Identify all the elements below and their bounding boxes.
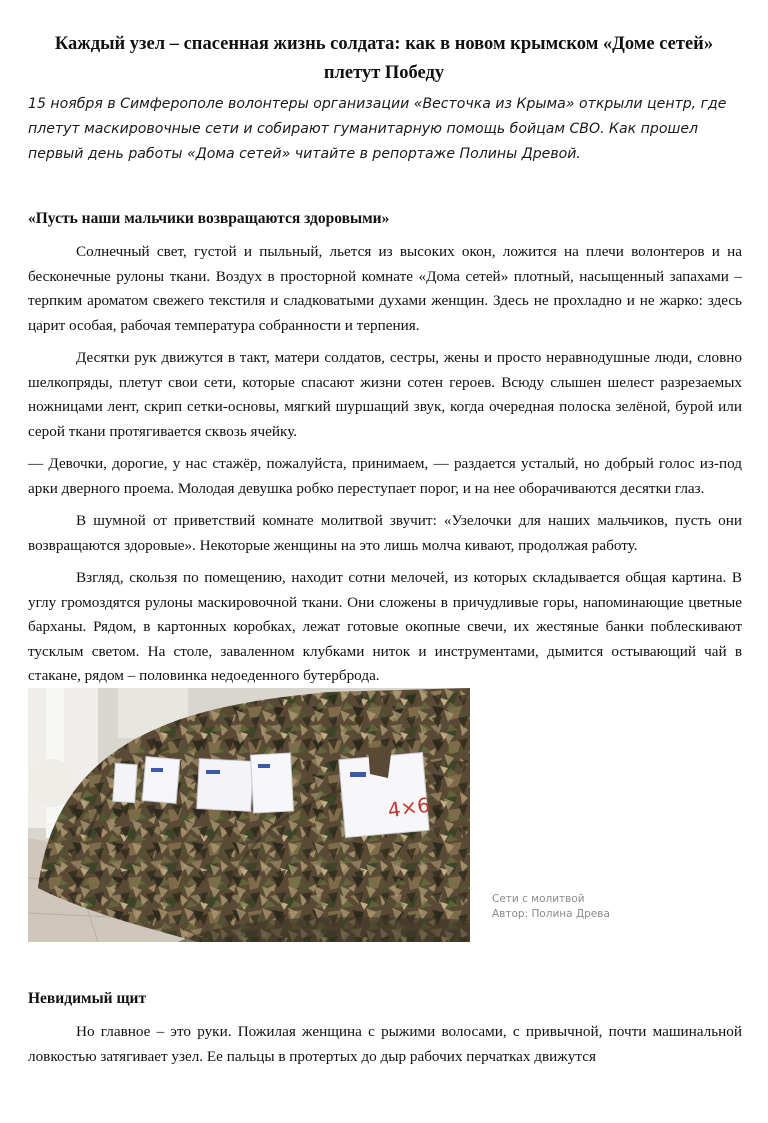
article-lead: 15 ноября в Симферополе волонтеры организации «Весточка из Крыма» открыли центр, где плетут маскировочные сети и собирают гуманитарную помощь бойцам СВО. Как прошел первый день работы «Дома сетей» читайте в репортаже Полины Древой.	[28, 96, 727, 162]
paragraph: Солнечный свет, густой и пыльный, льется из высоких окон, ложится на плечи волонтеров и на бесконечные рулоны ткани. Воздух в просторной комнате «Дома сетей» плотный, насыщенный запахами – терпким ароматом свежего текстиля и сладковатыми духами женщин. Здесь не прохладно и не жарко: здесь царит особая, рабочая температура собранности и терпения.	[28, 243, 742, 334]
article-photo	[28, 688, 470, 942]
paragraph: Взгляд, скользя по помещению, находит сотни мелочей, из которых складывается общая картина. В углу громоздятся рулоны маскировочной ткани. Они сложены в причудливые горы, напоминающие цветные барханы. Рядом, в картонных коробках, лежат готовые окопные свечи, их жестяные банки поблескивают тусклым светом. На столе, заваленном клубками ниток и инструментами, дымится остывающий чай в стакане, рядом – половинка недоеденного бутерброда.	[28, 569, 742, 684]
section-heading-2: Невидимый щит	[28, 990, 147, 1007]
article-title: Каждый узел – спасенная жизнь солдата: как в новом крымском «Доме сетей» плетут Победу	[54, 34, 714, 83]
photo-tag-text: 4×6	[386, 792, 432, 823]
caption-author: Автор: Полина Древа	[492, 908, 610, 920]
paragraph: Но главное – это руки. Пожилая женщина с рыжими волосами, с привычной, почти машинальной ловкостью затягивает узел. Ее пальцы в протертых до дыр рабочих перчатках движутся	[28, 1023, 742, 1065]
paragraph: — Девочки, дорогие, у нас стажёр, пожалуйста, принимаем, — раздается усталый, но добрый голос из-под арки дверного проема. Молодая девушка робко переступает порог, и на нее оборачиваются десятки глаз.	[28, 455, 742, 497]
section-body-2	[28, 1020, 742, 1069]
section-body-1	[28, 240, 742, 689]
paragraph: В шумной от приветствий комнате молитвой звучит: «Узелочки для наших мальчиков, пусть они возвращаются здоровые». Некоторые женщины на это лишь молча кивают, продолжая работу.	[28, 512, 742, 554]
photo-caption	[492, 892, 610, 922]
camouflage-nets-photo	[28, 688, 470, 942]
section-heading-1: «Пусть наши мальчики возвращаются здоровыми»	[28, 210, 390, 227]
paragraph: Десятки рук движутся в такт, матери солдатов, сестры, жены и просто неравнодушные люди, словно шелкопряды, плетут свои сети, которые спасают жизни сотен героев. Всюду слышен шелест разрезаемых ножницами лент, скрип сетки-основы, мягкий шуршащий звук, когда очередная полоска зелёной, бурой или серой ткани протягивается сквозь ячейку.	[28, 349, 742, 440]
caption-title: Сети с молитвой	[492, 893, 585, 905]
